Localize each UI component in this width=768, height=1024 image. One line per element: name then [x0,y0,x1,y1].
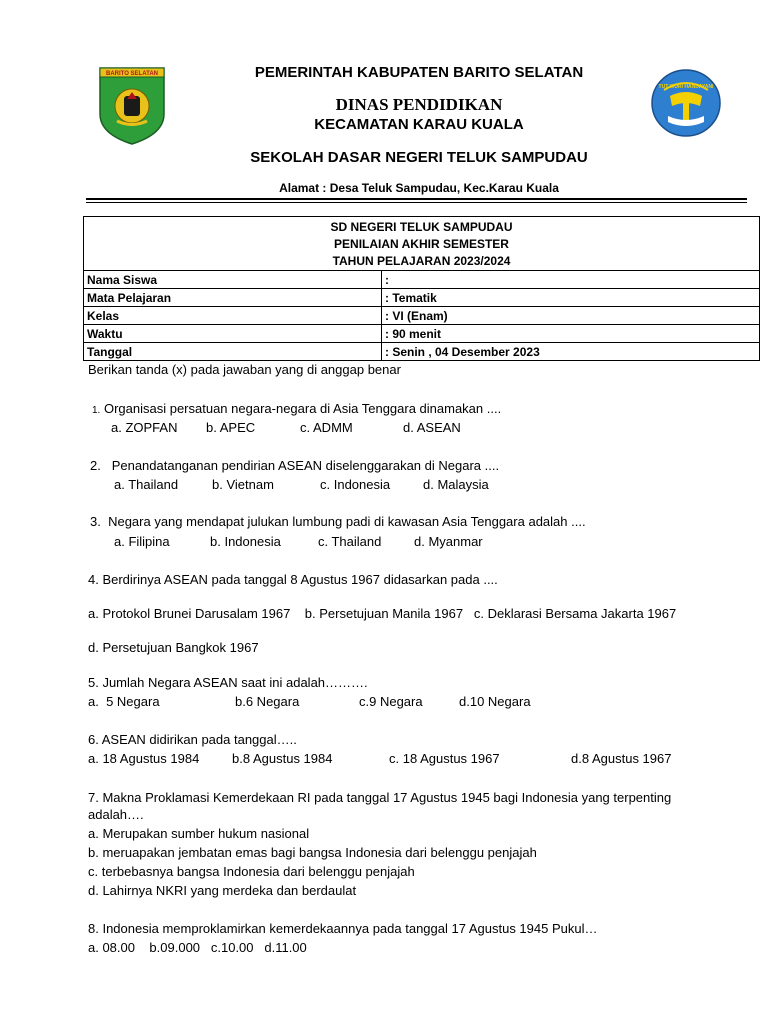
exam-title-cell [84,217,760,271]
question-2 [90,458,499,474]
letterhead-divider [86,198,747,200]
district-heading: KECAMATAN KARAU KUALA [314,116,524,133]
option-d: d. Lahirnya NKRI yang merdeka dan berdaulat [88,883,357,898]
question-5: 5. Jumlah Negara ASEAN saat ini adalah………. [88,675,368,690]
option-a: a. Thailand [114,477,179,492]
option-d: d.8 Agustus 1967 [571,751,672,766]
subject-value: : Tematik [382,289,760,307]
question-6: 6. ASEAN didirikan pada tanggal….. [88,732,297,747]
option-d: d.10 Negara [459,694,531,709]
table-row [84,343,760,361]
question-1 [92,401,501,419]
option-b: b.8 Agustus 1984 [232,751,333,766]
row-label: Waktu [84,325,382,343]
exam-info-table [83,216,760,361]
class-value: : VI (Enam) [382,307,760,325]
date-value: : Senin , 04 Desember 2023 [382,343,760,361]
question-8-options: a. 08.00 b.09.000 c.10.00 d.11.00 [88,940,307,955]
student-name-value: : [382,271,760,289]
option-c: c.9 Negara [359,694,423,709]
question-number: 1. [92,405,101,416]
option-d: d. Myanmar [414,534,483,549]
question-text: Penandatanganan pendirian ASEAN diselenggarakan di Negara .... [111,458,500,473]
table-row [84,289,760,307]
table-row [84,271,760,289]
question-8: 8. Indonesia memproklamirkan kemerdekaannya pada tanggal 17 Agustus 1945 Pukul… [88,921,598,936]
option-a: a. Filipina [114,534,170,549]
option-a: a. Merupakan sumber hukum nasional [88,826,310,841]
duration-value: : 90 menit [382,325,760,343]
option-b: b. meruapakan jembatan emas bagi bangsa Indonesia dari belenggu penjajah [88,845,537,860]
question-4-option-d: d. Persetujuan Bangkok 1967 [88,640,259,655]
option-c: c. Thailand [318,534,382,549]
question-text: Negara yang mendapat julukan lumbung padi di kawasan Asia Tenggara adalah .... [108,514,586,529]
exam-year: TAHUN PELAJARAN 2023/2024 [332,253,511,268]
option-a: a. 5 Negara [88,694,160,709]
exam-name: PENILAIAN AKHIR SEMESTER [334,236,509,251]
question-3 [90,514,586,530]
option-d: d. Malaysia [423,477,489,492]
option-c: c. ADMM [300,420,353,435]
question-4: 4. Berdirinya ASEAN pada tanggal 8 Agustus 1967 didasarkan pada .... [88,572,498,587]
question-7: 7. Makna Proklamasi Kemerdekaan RI pada tanggal 17 Agustus 1945 bagi Indonesia yang terpenting [88,790,672,805]
letterhead-divider-thin [86,202,747,203]
school-heading: SEKOLAH DASAR NEGERI TELUK SAMPUDAU [250,149,588,166]
option-b: b. Indonesia [210,534,281,549]
row-label: Nama Siswa [84,271,382,289]
table-row [84,307,760,325]
row-label: Kelas [84,307,382,325]
option-b: b.6 Negara [235,694,300,709]
question-7-cont: adalah…. [88,807,144,822]
option-b: b. APEC [206,420,256,435]
question-4-options: a. Protokol Brunei Darusalam 1967 b. Persetujuan Manila 1967 c. Deklarasi Bersama Jakarta 1967 [88,606,677,621]
option-a: a. ZOPFAN [111,420,178,435]
department-heading: DINAS PENDIDIKAN [335,95,503,114]
option-a: a. 18 Agustus 1984 [88,751,200,766]
question-text: Organisasi persatuan negara-negara di Asia Tenggara dinamakan .... [103,401,502,416]
instruction-text: Berikan tanda (x) pada jawaban yang di anggap benar [88,362,401,377]
crest-banner-text: BARITO SELATAN [106,71,158,77]
option-b: b. Vietnam [212,477,274,492]
question-number: 2. [90,458,101,473]
school-address: Alamat : Desa Teluk Sampudau, Kec.Karau Kuala [279,181,559,195]
question-number: 3. [90,514,101,529]
exam-school-name: SD NEGERI TELUK SAMPUDAU [330,219,513,234]
row-label: Tanggal [84,343,382,361]
option-c: c. Indonesia [320,477,391,492]
logo-motto-text: TUT WURI HANDAYANI [658,84,714,90]
row-label: Mata Pelajaran [84,289,382,307]
table-row [84,325,760,343]
option-d: d. ASEAN [403,420,461,435]
option-c: c. terbebasnya bangsa Indonesia dari belenggu penjajah [88,864,415,879]
option-c: c. 18 Agustus 1967 [389,751,500,766]
government-heading: PEMERINTAH KABUPATEN BARITO SELATAN [254,64,584,81]
